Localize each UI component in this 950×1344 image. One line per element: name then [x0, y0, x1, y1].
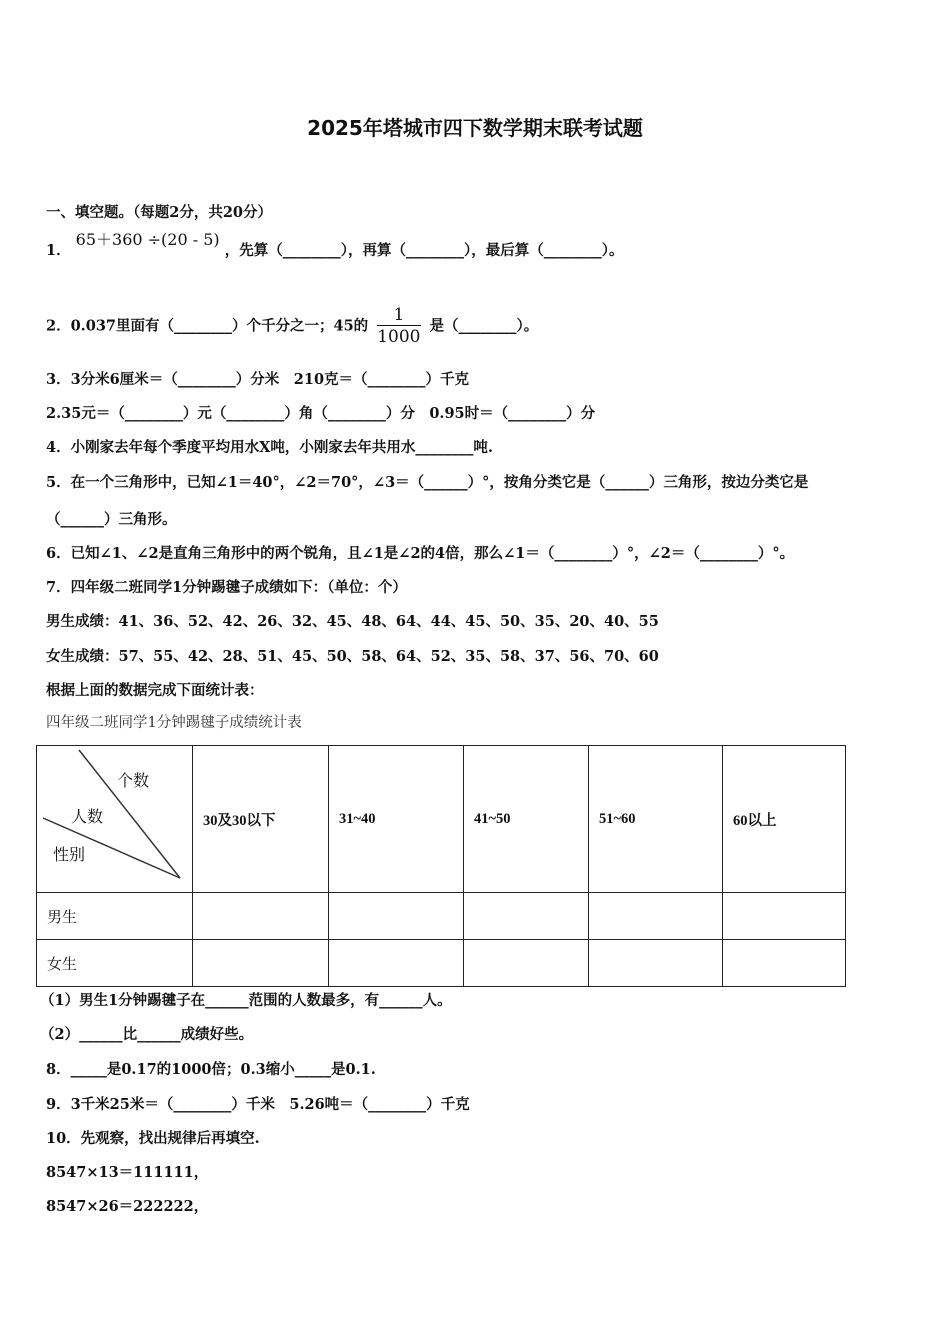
question-5-continued: （______）三角形。 — [46, 511, 177, 528]
fraction — [377, 305, 420, 348]
question-5: 5．在一个三角形中，已知∠1＝40°，∠2＝70°，∠3＝（______）°，按角分类它是（______）三角形，按边分类它是 — [46, 474, 809, 491]
corner-label-count: 个数 — [117, 771, 150, 790]
table-cell — [723, 893, 846, 940]
table-cell — [464, 893, 589, 940]
section-heading: 一、填空题。（每题2分，共20分） — [46, 204, 273, 221]
sub-question-2: （2）______比______成绩好些。 — [40, 1026, 254, 1043]
question-3-continued: 2.35元＝（________）元（________）角（________）分 0.95时＝（________）分 — [46, 405, 596, 422]
row-label-boys: 男生 — [37, 893, 193, 940]
math-expression: 65＋360 ÷(20 - 5) — [75, 230, 220, 249]
table-cell — [329, 893, 464, 940]
pattern-equation-2: 8547×26＝222222， — [46, 1198, 209, 1215]
header-cell: 60以上 — [723, 746, 846, 893]
table-cell — [464, 940, 589, 987]
header-cell: 30及30以下 — [193, 746, 329, 893]
question-text: 是（________）。 — [429, 317, 539, 335]
question-7: 7．四年级二班同学1分钟踢毽子成绩如下：（单位：个） — [46, 579, 407, 596]
question-4: 4．小刚家去年每个季度平均用水X吨，小刚家去年共用水________吨. — [46, 439, 493, 456]
statistics-table — [36, 745, 846, 987]
question-9: 9．3千米25米＝（________）千米 5.26吨＝（________）千克 — [46, 1096, 470, 1113]
girls-scores: 女生成绩：57、55、42、28、51、45、50、58、64、52、35、58、37、56、70、60 — [46, 648, 659, 665]
question-text: 2．0.037里面有（________）个千分之一；45的 — [46, 317, 369, 335]
table-cell — [193, 893, 329, 940]
question-2 — [46, 305, 538, 348]
question-8: 8．_____是0.17的1000倍；0.3缩小_____是0.1. — [46, 1061, 376, 1078]
table-cell — [329, 940, 464, 987]
question-6: 6．已知∠1、∠2是直角三角形中的两个锐角，且∠1是∠2的4倍，那么∠1＝（________）°，∠2＝（________）°。 — [46, 545, 795, 562]
question-1 — [46, 230, 624, 261]
table-instruction: 根据上面的数据完成下面统计表： — [46, 682, 264, 699]
table-cell — [589, 893, 723, 940]
question-3: 3．3分米6厘米＝（________）分米 210克＝（________）千克 — [46, 371, 470, 388]
table-cell — [723, 940, 846, 987]
header-cell: 41~50 — [464, 746, 589, 893]
table-title: 四年级二班同学1分钟踢毽子成绩统计表 — [46, 715, 302, 731]
table-row — [37, 893, 846, 940]
question-10: 10．先观察，找出规律后再填空. — [46, 1130, 260, 1147]
header-cell: 31~40 — [329, 746, 464, 893]
sub-question-1: （1）男生1分钟踢毽子在______范围的人数最多，有______人。 — [40, 992, 452, 1009]
corner-label-people: 人数 — [71, 807, 104, 826]
table-cell — [589, 940, 723, 987]
row-label-girls: 女生 — [37, 940, 193, 987]
corner-label-gender: 性别 — [53, 845, 86, 864]
fraction-numerator: 1 — [377, 305, 420, 326]
diagonal-lines — [37, 746, 182, 892]
table-row — [37, 940, 846, 987]
diagonal-header-cell — [37, 746, 193, 893]
header-cell: 51~60 — [589, 746, 723, 893]
page-title: 2025年塔城市四下数学期末联考试题 — [307, 116, 643, 140]
fraction-denominator: 1000 — [377, 327, 421, 347]
question-number: 1． — [46, 242, 71, 259]
question-text: ，先算（________），再算（________），最后算（________）。 — [224, 242, 624, 259]
table-cell — [193, 940, 329, 987]
boys-scores: 男生成绩：41、36、52、42、26、32、45、48、64、44、45、50、35、20、40、55 — [46, 613, 659, 630]
pattern-equation-1: 8547×13＝111111， — [46, 1164, 209, 1181]
